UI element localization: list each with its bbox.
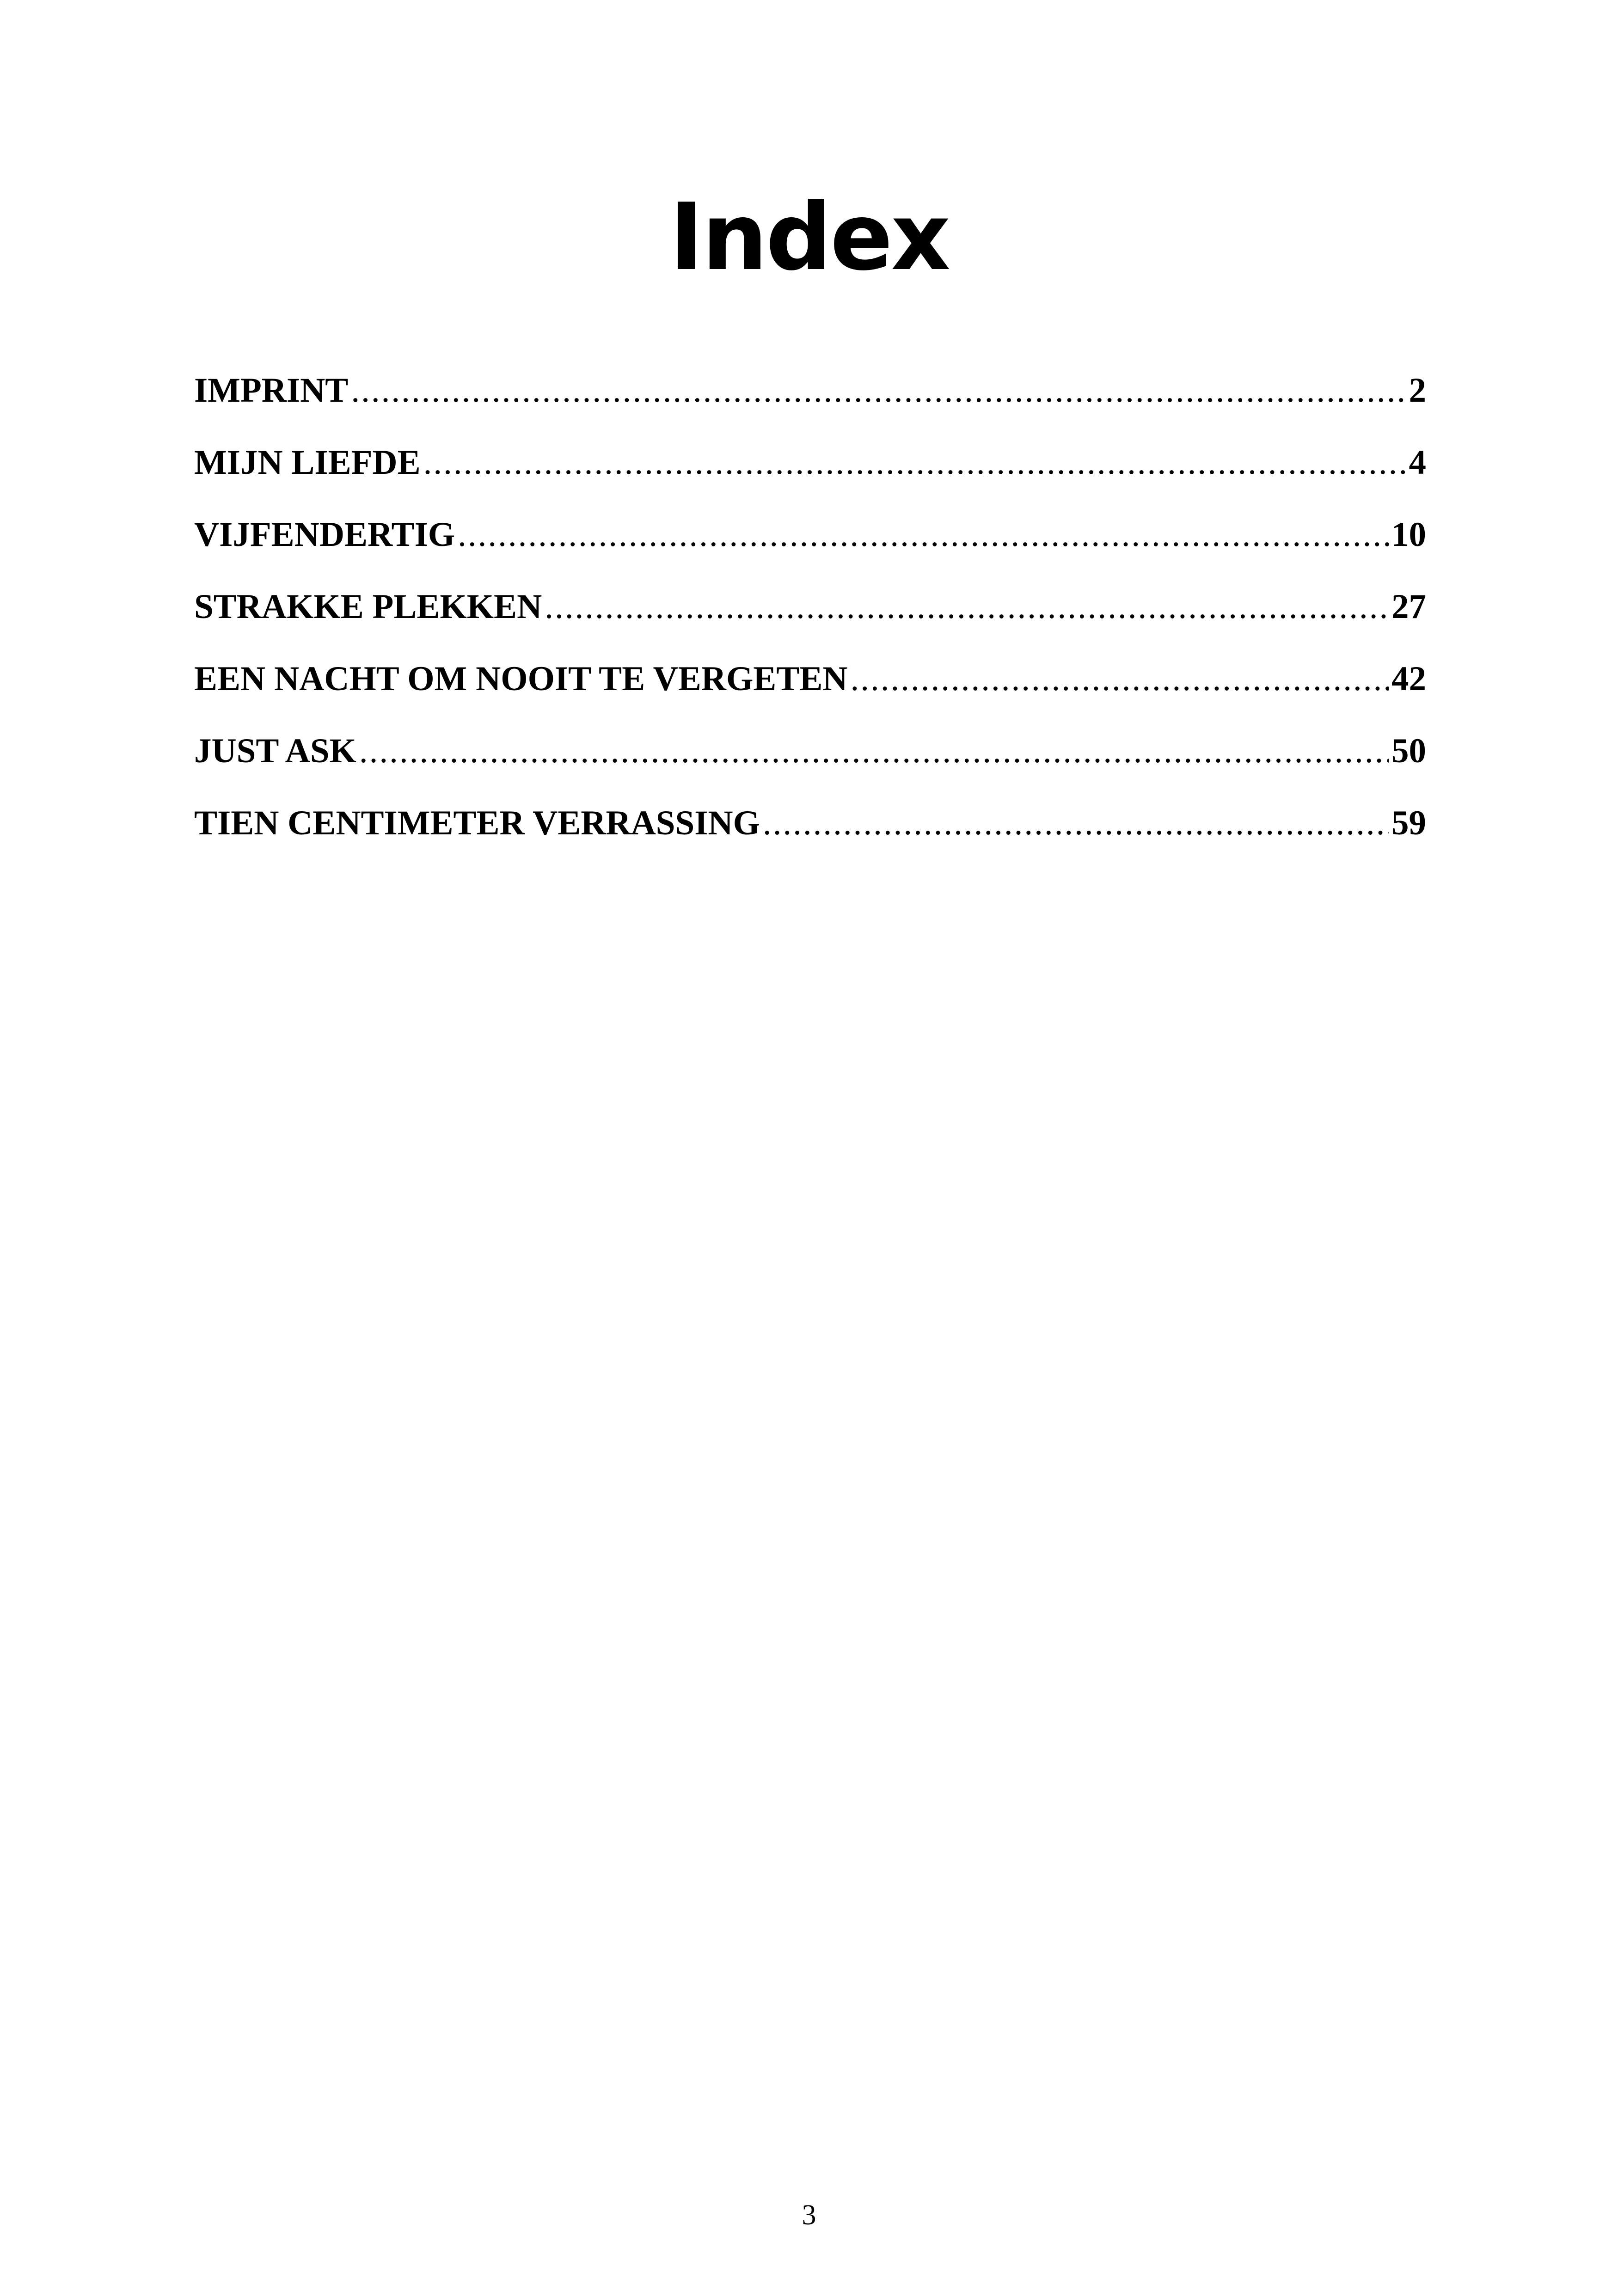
toc-dot-leader xyxy=(763,798,1389,849)
toc-dot-leader xyxy=(851,654,1389,704)
toc-entry-page: 59 xyxy=(1391,804,1426,842)
toc-entry-title: STRAKKE PLEKKEN xyxy=(194,588,542,626)
toc-entry-title: IMPRINT xyxy=(194,371,349,410)
toc-entry-tien-centimeter-verrassing[interactable] xyxy=(194,798,1426,870)
toc-entry-title: EEN NACHT OM NOOIT TE VERGETEN xyxy=(194,660,848,698)
toc-entry-just-ask[interactable] xyxy=(194,726,1426,798)
toc-entry-title: JUST ASK xyxy=(194,732,356,770)
toc-entry-page: 2 xyxy=(1409,371,1426,410)
page-title: Index xyxy=(669,184,949,291)
toc-entry-een-nacht-om-nooit-te-vergeten[interactable] xyxy=(194,654,1426,726)
toc-entry-title: MIJN LIEFDE xyxy=(194,443,421,482)
toc-entry-page: 27 xyxy=(1391,588,1426,626)
toc-entry-title: VIJFENDERTIG xyxy=(194,515,455,554)
toc-entry-vijfendertig[interactable] xyxy=(194,509,1426,582)
toc-dot-leader xyxy=(351,365,1406,416)
toc-entry-page: 42 xyxy=(1391,660,1426,698)
toc-entry-page: 4 xyxy=(1409,443,1426,482)
table-of-contents xyxy=(194,365,1426,870)
toc-dot-leader xyxy=(423,437,1406,488)
toc-dot-leader xyxy=(458,509,1389,560)
toc-dot-leader xyxy=(545,582,1389,632)
toc-entry-page: 50 xyxy=(1391,732,1426,770)
toc-entry-title: TIEN CENTIMETER VERRASSING xyxy=(194,804,760,842)
toc-entry-strakke-plekken[interactable] xyxy=(194,582,1426,654)
toc-entry-page: 10 xyxy=(1391,515,1426,554)
toc-entry-imprint[interactable] xyxy=(194,365,1426,437)
toc-entry-mijn-liefde[interactable] xyxy=(194,437,1426,509)
page-number: 3 xyxy=(802,2199,816,2231)
toc-dot-leader xyxy=(359,726,1389,777)
